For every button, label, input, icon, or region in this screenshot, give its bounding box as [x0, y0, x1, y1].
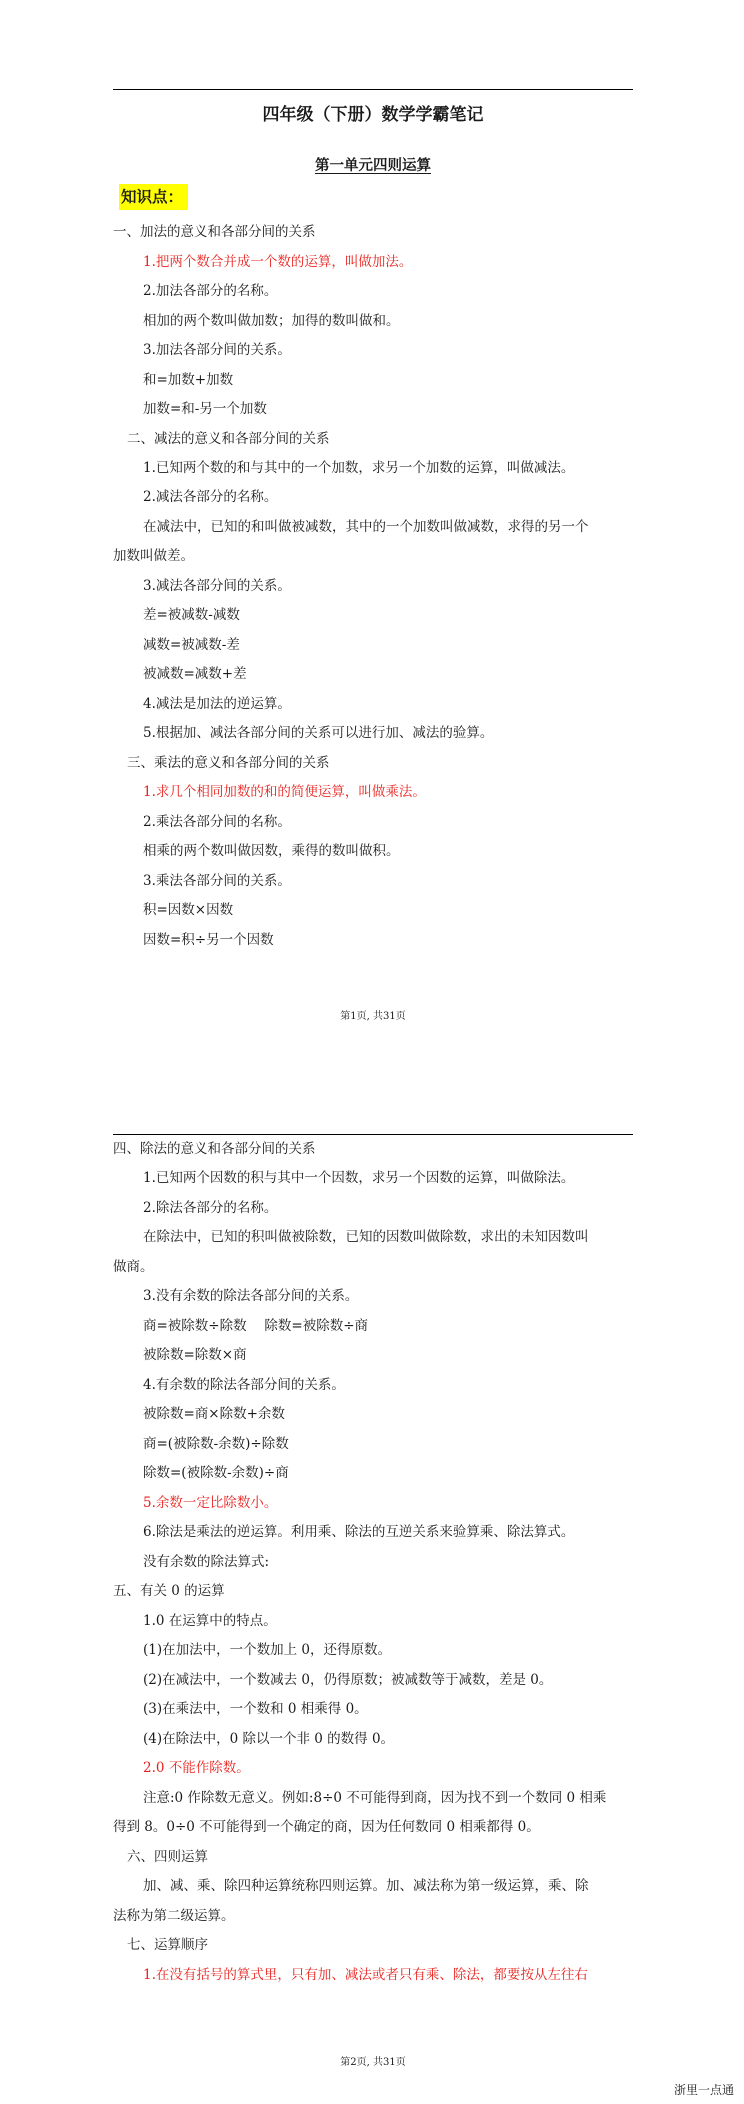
text-line: 得到 8。0÷0 不可能得到一个确定的商，因为任何数同 0 相乘都得 0。 [113, 1819, 540, 1835]
text-line: 做商。 [113, 1259, 154, 1275]
text-line: 6.除法是乘法的逆运算。利用乘、除法的互逆关系来验算乘、除法算式。 [143, 1524, 575, 1540]
definition-line: 2.0 不能作除数。 [143, 1760, 250, 1776]
page-title: 四年级（下册）数学学霸笔记 [262, 105, 484, 125]
section-heading: 四、除法的意义和各部分间的关系 [113, 1141, 316, 1157]
text-line: 相加的两个数叫做加数；加得的数叫做和。 [143, 313, 400, 329]
knowledge-points-label: 知识点： [119, 184, 188, 210]
formula-line: 被减数=减数+差 [143, 666, 247, 682]
top-rule [113, 1134, 633, 1135]
text-line: 1.已知两个因数的积与其中一个因数，求另一个因数的运算，叫做除法。 [143, 1170, 575, 1186]
text-line: 4.减法是加法的逆运算。 [143, 696, 291, 712]
text-line: 在减法中，已知的和叫做被减数，其中的一个加数叫做减数，求得的另一个 [143, 519, 589, 535]
text-line: 3.没有余数的除法各部分间的关系。 [143, 1288, 359, 1304]
text-line: 2.乘法各部分间的名称。 [143, 814, 291, 830]
text-line: 加、减、乘、除四种运算统称四则运算。加、减法称为第一级运算，乘、除 [143, 1878, 589, 1894]
text-line: 在除法中，已知的积叫做被除数，已知的因数叫做除数，求出的未知因数叫 [143, 1229, 589, 1245]
text-line: 加数叫做差。 [113, 548, 194, 564]
definition-line: 1.把两个数合并成一个数的运算，叫做加法。 [143, 254, 413, 270]
top-rule [113, 89, 633, 90]
text-line: 1.0 在运算中的特点。 [143, 1613, 277, 1629]
formula-line: 除数=(被除数-余数)÷商 [143, 1465, 289, 1481]
formula-line: 差=被减数-减数 [143, 607, 240, 623]
text-line: 2.除法各部分的名称。 [143, 1200, 278, 1216]
text-line: 法称为第二级运算。 [113, 1908, 235, 1924]
text-line: (4)在除法中，0 除以一个非 0 的数得 0。 [143, 1731, 395, 1747]
text-line: 3.加法各部分间的关系。 [143, 342, 291, 358]
watermark-text: 浙里一点通 [673, 2083, 734, 2097]
formula-line: 和=加数+加数 [143, 372, 234, 388]
text-line: 5.根据加、减法各部分间的关系可以进行加、减法的验算。 [143, 725, 494, 741]
formula-line: 被除数=商×除数+余数 [143, 1406, 285, 1422]
section-heading: 三、乘法的意义和各部分间的关系 [127, 755, 330, 771]
text-line: 3.乘法各部分间的关系。 [143, 873, 291, 889]
page-footer: 第1页, 共31页 [340, 1011, 406, 1022]
section-heading: 一、加法的意义和各部分间的关系 [113, 224, 316, 240]
formula-line: 被除数=除数×商 [143, 1347, 247, 1363]
text-line: (1)在加法中，一个数加上 0，还得原数。 [143, 1642, 392, 1658]
text-line: 3.减法各部分间的关系。 [143, 578, 291, 594]
formula-line: 加数=和-另一个加数 [143, 401, 267, 417]
text-line: 2.加法各部分的名称。 [143, 283, 278, 299]
formula-line: 商=被除数÷除数 除数=被除数÷商 [143, 1318, 369, 1334]
section-heading: 六、四则运算 [127, 1849, 208, 1865]
section-heading: 五、有关 0 的运算 [113, 1583, 225, 1599]
formula-line: 因数=积÷另一个因数 [143, 932, 274, 948]
formula-line: 积=因数×因数 [143, 902, 234, 918]
section-heading: 二、减法的意义和各部分间的关系 [127, 431, 330, 447]
unit-title: 第一单元四则运算 [315, 158, 431, 174]
page-footer: 第2页, 共31页 [340, 2057, 406, 2068]
formula-line: 商=(被除数-余数)÷除数 [143, 1436, 289, 1452]
text-line: (2)在减法中，一个数减去 0，仍得原数；被减数等于减数，差是 0。 [143, 1672, 553, 1688]
text-line: 1.已知两个数的和与其中的一个加数，求另一个加数的运算，叫做减法。 [143, 460, 575, 476]
definition-line: 5.余数一定比除数小。 [143, 1495, 278, 1511]
text-line: 没有余数的除法算式: [143, 1554, 270, 1570]
definition-line: 1.在没有括号的算式里，只有加、减法或者只有乘、除法，都要按从左往右 [143, 1967, 588, 1983]
definition-line: 1.求几个相同加数的和的简便运算，叫做乘法。 [143, 784, 426, 800]
section-heading: 七、运算顺序 [127, 1937, 208, 1953]
text-line: (3)在乘法中，一个数和 0 相乘得 0。 [143, 1701, 368, 1717]
formula-line: 减数=被减数-差 [143, 637, 240, 653]
text-line: 相乘的两个数叫做因数，乘得的数叫做积。 [143, 843, 400, 859]
text-line: 2.减法各部分的名称。 [143, 489, 278, 505]
text-line: 注意:0 作除数无意义。例如:8÷0 不可能得到商，因为找不到一个数同 0 相乘 [143, 1790, 607, 1806]
text-line: 4.有余数的除法各部分间的关系。 [143, 1377, 345, 1393]
